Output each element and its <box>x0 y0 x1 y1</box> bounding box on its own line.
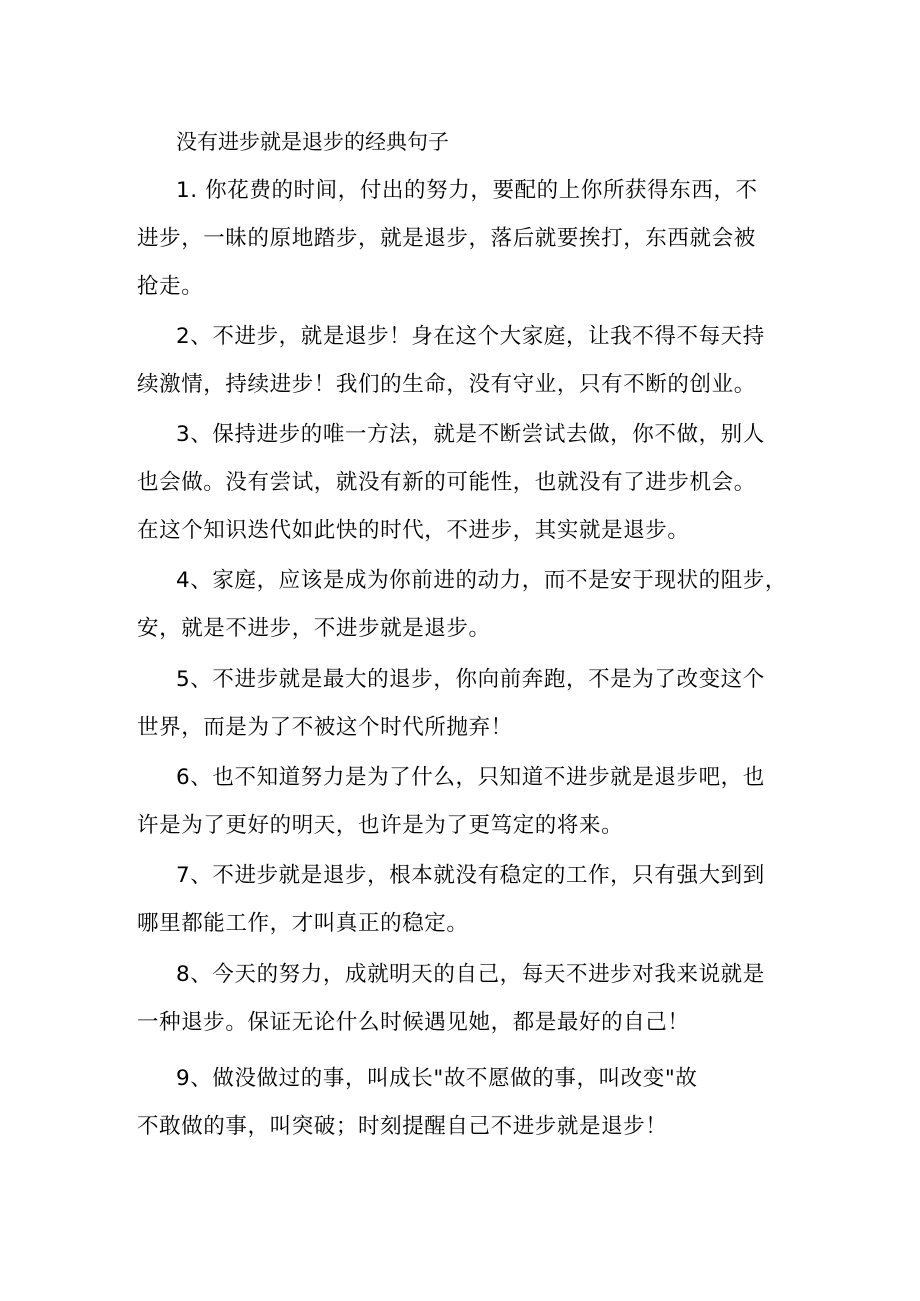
paragraph-line: 进步，一昧的原地踏步，就是退步，落后就要挨打，东西就会被 <box>137 226 756 251</box>
document-title: 没有进步就是退步的经典句子 <box>176 130 449 154</box>
paragraph-5 <box>137 656 797 752</box>
paragraph-8 <box>137 951 797 1047</box>
paragraph-2 <box>137 313 797 409</box>
paragraph-line: 6、也不知道努力是为了什么，只知道不进步就是退步吧，也 <box>176 765 765 790</box>
paragraph-line: 1. 你花费的时间，付出的努力，要配的上你所获得东西，不 <box>176 178 758 203</box>
paragraph-line: 不敢做的事，叫突破；时刻提醒自己不进步就是退步！ <box>137 1114 668 1139</box>
paragraph-line: 安，就是不进步，不进步就是退步。 <box>137 616 491 641</box>
paragraph-line: 3、保持进步的唯一方法，就是不断尝试去做，你不做，别人 <box>176 422 765 447</box>
paragraph-line: 4、家庭，应该是成为你前进的动力，而不是安于现状的阻步， <box>176 568 787 593</box>
paragraph-line: 5、不进步就是最大的退步，你向前奔跑，不是为了改变这个 <box>176 667 765 692</box>
paragraph-6 <box>137 754 797 850</box>
paragraph-line: 许是为了更好的明天，也许是为了更笃定的将来。 <box>137 813 624 838</box>
paragraph-line: 哪里都能工作，才叫真正的稳定。 <box>137 911 469 936</box>
paragraph-4 <box>137 557 797 653</box>
paragraph-7 <box>137 852 797 948</box>
paragraph-line: 2、不进步，就是退步！身在这个大家庭，让我不得不每天持 <box>176 324 765 349</box>
paragraph-line: 世界，而是为了不被这个时代所抛弃！ <box>137 715 513 740</box>
paragraph-line: 8、今天的努力，成就明天的自己，每天不进步对我来说就是 <box>176 962 765 987</box>
paragraph-1 <box>137 167 797 311</box>
paragraph-line: 也会做。没有尝试，就没有新的可能性，也就没有了进步机会。 <box>137 470 756 495</box>
paragraph-line: 续激情，持续进步！我们的生命，没有守业，只有不断的创业。 <box>137 372 756 397</box>
paragraph-line: 在这个知识迭代如此快的时代，不进步，其实就是退步。 <box>137 518 690 543</box>
paragraph-line: 一种退步。保证无论什么时候遇见她，都是最好的自己！ <box>137 1010 690 1035</box>
paragraph-9 <box>137 1055 797 1151</box>
paragraph-3 <box>137 411 797 555</box>
paragraph-line: 7、不进步就是退步，根本就没有稳定的工作，只有强大到到 <box>176 863 765 888</box>
paragraph-line: 抢走。 <box>137 274 204 299</box>
paragraph-line: 9、做没做过的事，叫成长"故不愿做的事，叫改变"故 <box>176 1066 698 1091</box>
